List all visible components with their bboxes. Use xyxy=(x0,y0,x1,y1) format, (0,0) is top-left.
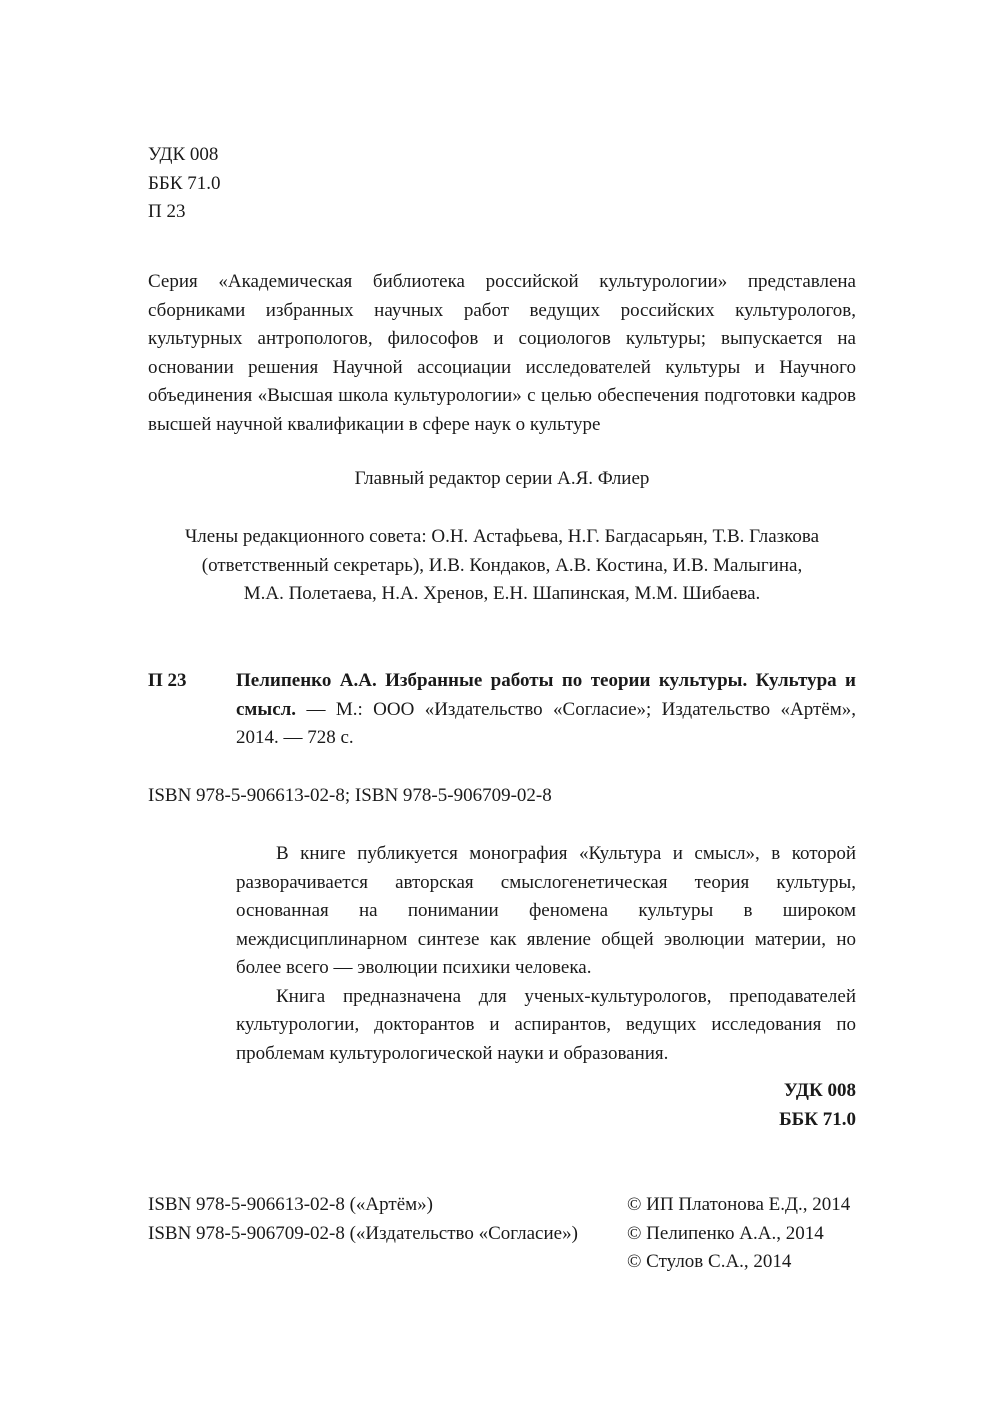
classification-codes-right xyxy=(148,1077,856,1134)
annotation xyxy=(236,840,856,1068)
editorial-board xyxy=(148,523,856,609)
annotation-paragraph: В книге публикуется монография «Культура и смысл», в которой разворачивается авторская смыслогенетическая теория культуры, основанная на понимании феномена культуры в широком междисциплинарном синтезе как явление общей эволюции материи, но более всего — эволюции психики человека. xyxy=(236,843,856,978)
author-mark: П 23 xyxy=(148,201,186,222)
footer-copyright xyxy=(627,1191,850,1277)
copyright-line: © ИП Платонова Е.Д., 2014 xyxy=(627,1194,851,1215)
biblio-text xyxy=(236,667,856,753)
footer-isbn xyxy=(148,1191,578,1248)
biblio-author-mark: П 23 xyxy=(148,670,187,691)
isbn-artem: ISBN 978-5-906613-02-8 («Артём») xyxy=(148,1194,433,1215)
classification-codes xyxy=(148,141,856,227)
bbk-code: ББК 71.0 xyxy=(148,172,221,194)
udk-code: УДК 008 xyxy=(148,144,219,165)
editorial-board-line: М.А. Полетаева, Н.А. Хренов, Е.Н. Шапинская, М.М. Шибаева. xyxy=(243,583,761,604)
isbn-line: ISBN 978-5-906613-02-8; ISBN 978-5-906709-02-8 xyxy=(148,785,552,806)
copyright-line: © Стулов С.А., 2014 xyxy=(627,1251,792,1272)
copyright-line: © Пелипенко А.А., 2014 xyxy=(627,1222,824,1244)
series-description: Серия «Академическая библиотека российской культурологии» представлена сборниками избранных научных работ ведущих российских культурологов, культурных антропологов, философов и социологов культуры; выпускается на основании решения Научной ассоциации исследователей культуры и Научного объединения «Высшая школа культурологии» с целью обеспечения подготовки кадров высшей научной квалификации в сфере наук о культуре xyxy=(148,271,856,435)
udk-code-bold: УДК 008 xyxy=(783,1080,856,1101)
editorial-board-line: (ответственный секретарь), И.В. Кондаков, А.В. Костина, И.В. Малыгина, xyxy=(201,554,803,576)
isbn-soglasie: ISBN 978-5-906709-02-8 («Издательство «Согласие») xyxy=(148,1222,578,1244)
editorial-board-line: Члены редакционного совета: О.Н. Астафьева, Н.Г. Багдасарьян, Т.В. Глазкова xyxy=(184,526,820,547)
bbk-code-bold: ББК 71.0 xyxy=(779,1108,856,1130)
biblio-title: Пелипенко А.А. Избранные работы по теории культуры. Культура и смысл. xyxy=(236,670,856,720)
chief-editor: Главный редактор серии А.Я. Флиер xyxy=(354,468,650,489)
annotation-paragraph: Книга предназначена для ученых-культурологов, преподавателей культурологии, докторантов и аспирантов, ведущих исследования по проблемам культурологической науки и образования. xyxy=(236,985,856,1064)
biblio-imprint: — М.: ООО «Издательство «Согласие»; Издательство «Артём», 2014. — 728 с. xyxy=(236,698,856,748)
bibliographic-record xyxy=(148,667,856,753)
